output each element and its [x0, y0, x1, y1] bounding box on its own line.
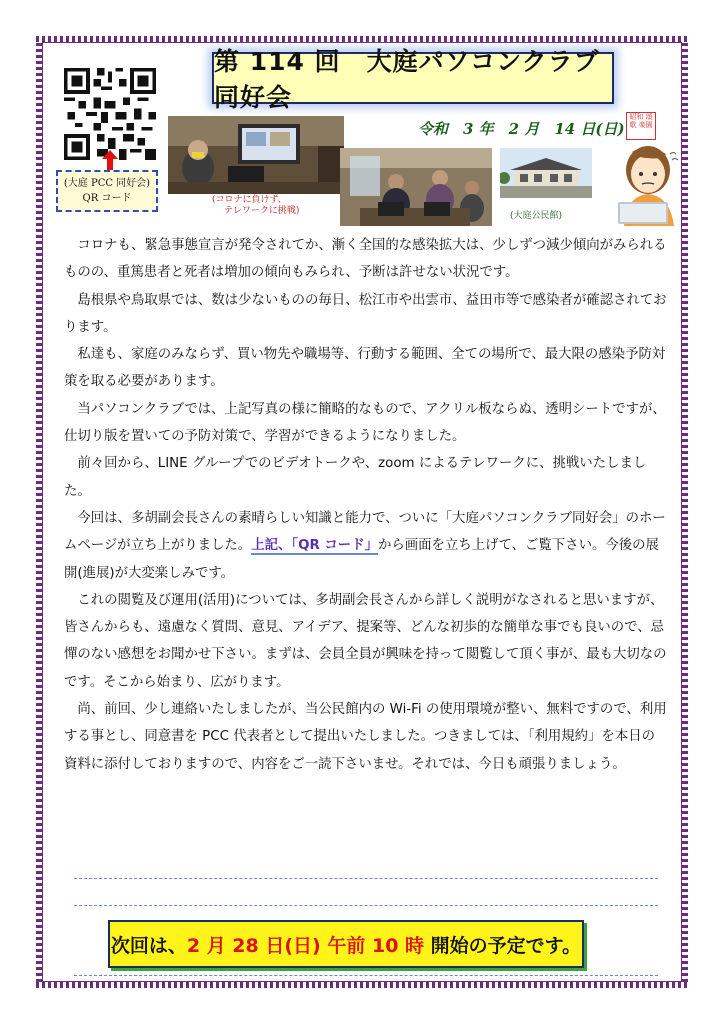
homepage-text-b: から画面を立ち上げて、ご覧下さい。今後の展開(進展)が大変楽しみです。	[64, 538, 659, 581]
photo-community-hall	[500, 148, 592, 198]
up-arrow-icon	[102, 150, 118, 170]
qr-code-image[interactable]	[64, 68, 156, 160]
paragraph-wifi: 尚、前回、少し連絡いたしましたが、当公民館内の Wi-Fi の使用環境が整い、無料ですので、利用する事とし、同意書を PCC 代表者として提出いたしました。つきましては、「利用規約」を本日の資料に添付しておりますので、内容をご一読下さいませ。それでは、今日も頑張りましょう。	[64, 702, 667, 772]
homepage-text-a: 今回は、多胡副会長さんの素晴らしい知識と能力で、ついに「大庭パソコンクラブ同好会」のホームページが立ち上がりました。	[64, 510, 666, 554]
caption-telework	[212, 195, 299, 217]
qr-label-line1: (大庭 PCC 同好会)	[63, 178, 151, 189]
next-meeting-time: 午前 10 時	[327, 934, 425, 957]
divider-line	[74, 905, 658, 906]
next-meeting-prefix: 次回は、	[110, 934, 187, 957]
paragraph-club-measures: 当パソコンクラブでは、上記写真の様に簡略的なもので、アクリル板ならぬ、透明シートですが、仕切り版を置いての予防対策で、学習ができるようになりました。	[64, 401, 666, 445]
page-title: 第 114 回 大庭パソコンクラブ同好会	[212, 52, 614, 104]
divider-line	[74, 975, 658, 976]
paragraph-local-cases: 島根県や鳥取県では、数は少ないものの毎日、松江市や出雲市、益田市等で感染者が確認されております。	[64, 292, 667, 335]
woman-laptop-illustration	[612, 140, 686, 226]
next-meeting-suffix: 開始の予定です。	[430, 934, 582, 957]
qr-label-line2: QR コード	[82, 193, 132, 204]
next-meeting-banner	[108, 920, 584, 968]
photo-classroom-screen	[168, 116, 344, 194]
paragraph-prevention: 私達も、家庭のみならず、買い物先や職場等、行動する範囲、全ての場所で、最大限の感染予防対策を取る必要があります。	[64, 347, 666, 390]
issue-date: 令和 3 年 2 月 14 日(日)	[418, 120, 625, 138]
next-meeting-date: 2 月 28 日(日)	[186, 934, 321, 957]
qr-code-link[interactable]: 上記、「QR コード」	[251, 538, 378, 554]
divider-line	[74, 878, 658, 879]
photo-club-members	[340, 148, 492, 226]
paragraph-covid-status: コロナも、緊急事態宣言が発令されてか、漸く全国的な感染拡大は、少しずつ減少傾向がみられるものの、重篤患者と死者は増加の傾向もみられ、予断は許せない状況です。	[64, 238, 667, 281]
paragraph-telework: 前々回から、LINE グループでのビデオトークや、zoom によるテレワークに、挑戦いたしました。	[64, 456, 647, 499]
caption-community-hall: (大庭公民館)	[510, 211, 563, 221]
seal-stamp: 昭和 頌歌 楽園	[626, 112, 656, 140]
article-body	[64, 232, 668, 778]
caption-telework-line2: テレワークに挑戦)	[224, 206, 300, 216]
caption-telework-line1: (コロナに負けず、	[212, 195, 287, 205]
paragraph-homepage	[64, 505, 668, 587]
paragraph-feedback: これの閲覧及び運用(活用)については、多胡副会長さんから詳しく説明がなされると思いますが、皆さんからも、遠慮なく質問、意見、アイデア、提案等、どんな初歩的な簡単な事でも良いので、忌憚のない感想をお聞かせ下さい。まずは、会員全員が興味を持って閲覧して頂く事が、最も大切なのです。そこから始まり、広がります。	[64, 592, 667, 690]
qr-code-label	[56, 170, 158, 212]
